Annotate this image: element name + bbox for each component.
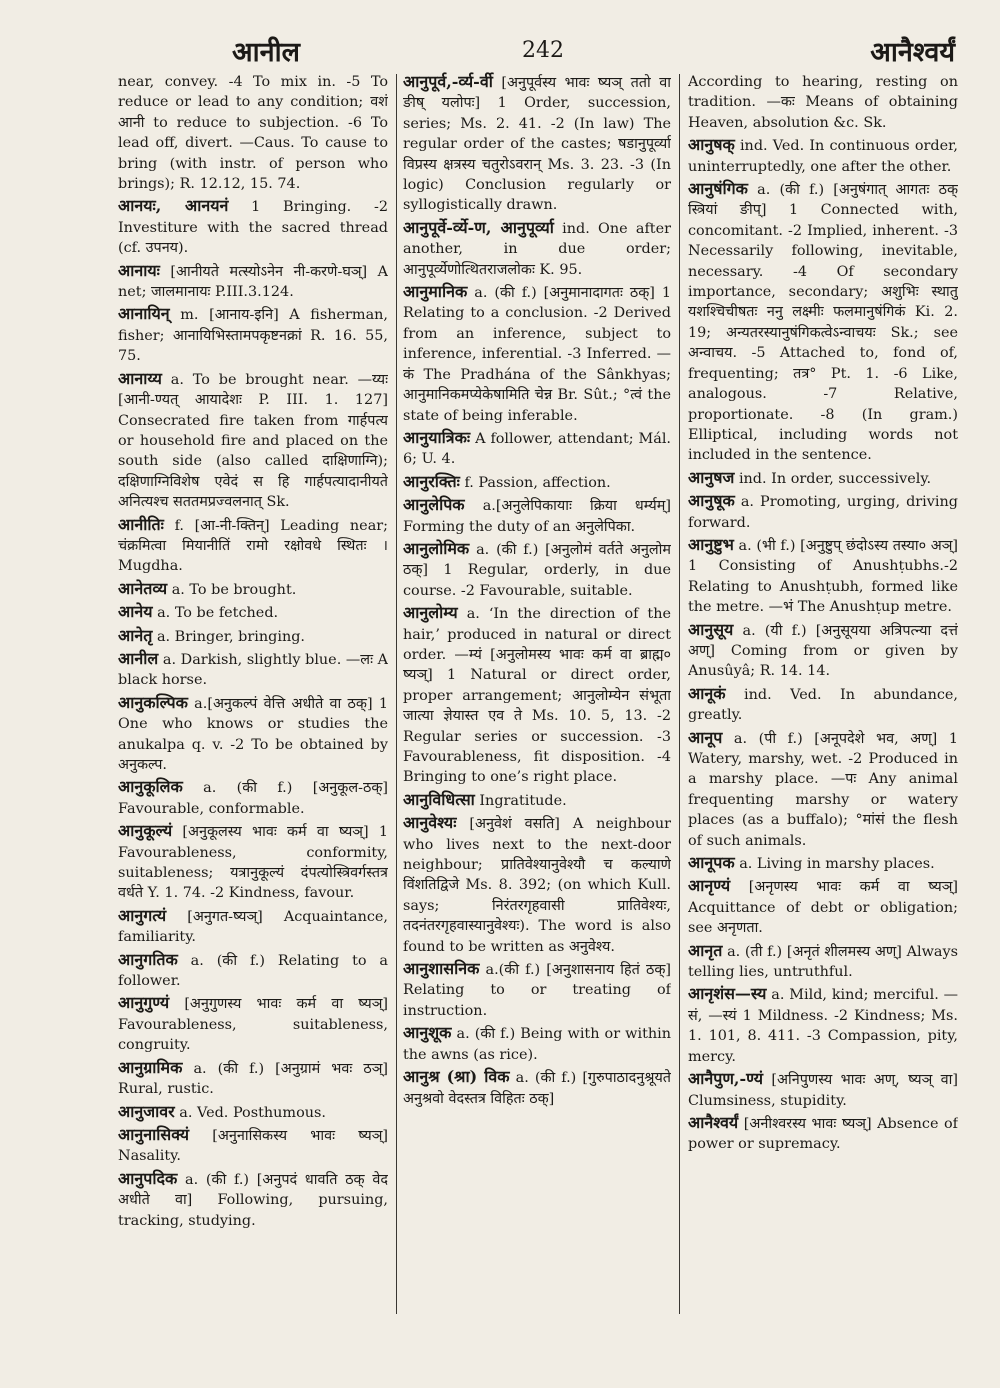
entry-headword: आनुपूर्व,-र्व्य-र्वी bbox=[403, 72, 493, 91]
dictionary-entry bbox=[403, 790, 671, 811]
entry-headword: आनूकं bbox=[688, 683, 726, 703]
dictionary-entry bbox=[403, 472, 671, 493]
entry-definition: a. Promoting, urging, driving forward. bbox=[688, 494, 958, 531]
dictionary-entry bbox=[688, 135, 958, 177]
dictionary-entry bbox=[118, 777, 388, 819]
dictionary-entry bbox=[688, 1113, 958, 1155]
dictionary-entry bbox=[118, 579, 388, 600]
entry-definition: a. (भी f.) [अनुष्टुप् छंदोऽस्य तस्या० अञ्] 1 Consisting of Anushṭubhs.-2 Relating to Anushṭubh, formed like the metre. —भं The Anushṭup metre. bbox=[688, 537, 958, 616]
entry-definition: a. ‘In the direction of the hair,’ produced in natural or direct order. —म्यं [अनुलोमस्य भावः कर्म वा ब्राह्म० ष्यञ्] 1 Natural or direct order, proper arrangement; आनुलोम्येन संभूता जात्या ज्ञेयास्त एव ते Ms. 10. 5, 13. -2 Regular series or succession. -3 Favourableness, fit disposition. -4 Bringing to one’s right place. bbox=[403, 606, 671, 786]
entry-definition: a. (की f.) Being with or within the awns (as rice). bbox=[403, 1026, 671, 1063]
entry-headword: आनुवेश्यः bbox=[403, 813, 457, 833]
entry-definition: ind. One after another, in due order; आनुपूर्व्येणोत्थितराजलोकः K. 95. bbox=[403, 220, 671, 278]
column-2 bbox=[403, 72, 671, 1312]
entry-headword: आनुग्रामिक bbox=[118, 1057, 183, 1077]
entry-headword: आनुजावर bbox=[118, 1101, 175, 1121]
entry-definition: a.(की f.) [अनुशासनाय हितं ठक्] Relating to or treating of instruction. bbox=[403, 962, 671, 1019]
dictionary-entry bbox=[118, 1169, 388, 1231]
entry-definition: f. Passion, affection. bbox=[464, 474, 611, 491]
dictionary-entry bbox=[118, 649, 388, 691]
dictionary-entry bbox=[403, 428, 671, 470]
dictionary-entry bbox=[118, 993, 388, 1055]
entry-headword: आनुषूक bbox=[688, 491, 735, 511]
column-1 bbox=[118, 72, 388, 1312]
entry-definition: a. (की f.) [अनुग्रामं भवः ठञ्] Rural, rustic. bbox=[118, 1060, 388, 1098]
page-number: 242 bbox=[522, 38, 564, 63]
dictionary-entry bbox=[688, 72, 958, 133]
dictionary-entry bbox=[403, 495, 671, 537]
dictionary-entry bbox=[118, 821, 388, 904]
entry-definition: m. [आनाय-इनि] A fisherman, fisher; आनायिभिस्तामपकृष्टनक्रां R. 16. 55, 75. bbox=[118, 307, 388, 365]
dictionary-entry bbox=[118, 906, 388, 948]
entry-definition: ind. Ved. In abundance, greatly. bbox=[688, 686, 958, 724]
entry-definition: A follower, attendant; Mál. 6; U. 4. bbox=[403, 430, 671, 468]
entry-definition: a. (पी f.) [अनूपदेशे भव, अण्] 1 Watery, marshy, wet. -2 Produced in a marshy place. —पः Any animal frequenting marshy or watery places (as a buffalo); °मांसं the flesh of such animals. bbox=[688, 730, 958, 849]
dictionary-entry bbox=[118, 72, 388, 194]
dictionary-entry bbox=[688, 1069, 958, 1111]
entry-definition: a. Ved. Posthumous. bbox=[179, 1104, 326, 1121]
entry-headword: आनायिन् bbox=[118, 304, 170, 324]
entry-headword: आनुषज bbox=[688, 467, 735, 487]
entry-headword: आनील bbox=[118, 648, 159, 668]
entry-definition: Ingratitude. bbox=[479, 792, 567, 809]
entry-headword: आनृशंस—स्य bbox=[688, 984, 767, 1004]
dictionary-entry bbox=[118, 950, 388, 992]
entry-definition: f. [आ-नी-क्तिन्] Leading near; चंक्रमित्वा मियानीतिं रामो रक्षोवधे स्थितः । Mugdha. bbox=[118, 517, 388, 575]
entry-headword: आनुपूर्वे-र्व्ये-ण, आनुपूर्व्या bbox=[403, 217, 554, 237]
entry-headword: आनूप bbox=[688, 727, 723, 747]
dictionary-entry bbox=[688, 876, 958, 938]
entry-headword: आनुकूल्यं bbox=[118, 821, 173, 841]
entry-definition: ind. Ved. In continuous order, uninterruptedly, one after the other. bbox=[688, 138, 958, 175]
entry-headword: आनुष्टुभ bbox=[688, 534, 734, 554]
dictionary-entry bbox=[403, 539, 671, 601]
dictionary-entry bbox=[118, 1102, 388, 1123]
entry-definition: ind. In order, successively. bbox=[738, 470, 932, 487]
dictionary-entry bbox=[688, 491, 958, 533]
column-divider bbox=[679, 74, 680, 1314]
entry-headword: आनुकल्पिक bbox=[118, 692, 188, 712]
page-header bbox=[120, 28, 955, 78]
dictionary-entry bbox=[118, 196, 388, 258]
column-divider bbox=[396, 74, 397, 1314]
dictionary-entry bbox=[688, 620, 958, 682]
entry-definition: a. (की f.) [अनुकूल-ठक्] Favourable, conformable. bbox=[118, 780, 388, 817]
entry-headword: आनुलेपिक bbox=[403, 495, 465, 515]
entry-headword: आनुकूलिक bbox=[118, 777, 183, 797]
entry-definition: a. (की f.) [अनुपदं धावति ठक् वेद अधीते वा] Following, pursuing, tracking, studying. bbox=[118, 1171, 388, 1229]
left-running-headword: आनील bbox=[232, 37, 300, 68]
entry-headword: आनैपुण,-ण्यं bbox=[688, 1069, 763, 1089]
entry-definition: [अनुगुणस्य भावः कर्म वा ष्यञ्] Favourableness, suitableness, congruity. bbox=[118, 996, 388, 1054]
entry-definition: [अनुपूर्वस्य भावः ष्यञ् ततो वा ङीष् यलोपः] 1 Order, succession, series; Ms. 2. 41. -2 (In law) The regular order of the castes; षडानुपूर्व्या विप्रस्य क्षत्रस्य चतुरोऽवरान् Ms. 3. 23. -3 (In logic) Conclusion regularly or syllogistically drawn. bbox=[403, 75, 671, 214]
entry-headword: आनुमानिक bbox=[403, 282, 468, 302]
dictionary-entry bbox=[403, 72, 671, 216]
dictionary-entry bbox=[118, 626, 388, 647]
entry-definition: [अनुकूलस्य भावः कर्म वा ष्यञ्] 1 Favourableness, conformity, suitableness; यत्रानुकूल्यं दंपत्योस्त्रिवर्गस्तत्र वर्धते Y. 1. 74. -2 Kindness, favour. bbox=[118, 824, 388, 902]
entry-definition: a. (की f.) [गुरुपाठादनुश्रूयते अनुश्रवो वेदस्तत्र विहितः ठक्] bbox=[403, 1070, 671, 1107]
entry-headword: आनुलोम्य bbox=[403, 603, 458, 623]
entry-headword: आनैश्वर्यं bbox=[688, 1112, 739, 1132]
right-running-headword: आनैश्वर्यं bbox=[870, 37, 955, 68]
entry-headword: आनुसूय bbox=[688, 619, 734, 639]
entry-definition: a. To be fetched. bbox=[157, 605, 279, 622]
dictionary-entry bbox=[403, 1067, 671, 1109]
entry-headword: आनुषंगिक bbox=[688, 179, 748, 199]
entry-definition: a. Darkish, slightly blue. —लः A black horse. bbox=[118, 651, 388, 689]
entry-headword: आनुशूक bbox=[403, 1023, 452, 1043]
dictionary-entry bbox=[688, 941, 958, 983]
dictionary-entry bbox=[118, 1058, 388, 1100]
entry-definition: a. (यी f.) [अनुसूयया अत्रिपत्न्या दत्तं अण्] Coming from or given by Anusûyâ; R. 14. 14. bbox=[688, 622, 958, 680]
entry-definition: [अनृणस्य भावः कर्म वा ष्यञ्] Acquittance of debt or obligation; see अनृणता. bbox=[688, 879, 958, 937]
column-3 bbox=[688, 72, 958, 1312]
entry-headword: आनूपक bbox=[688, 853, 735, 873]
dictionary-entry bbox=[403, 1023, 671, 1065]
entry-headword: आनुश्र (श्रा) विक bbox=[403, 1067, 510, 1087]
entry-definition: near, convey. -4 To mix in. -5 To reduce or lead to any condition; वशं आनी to reduce to subjection. -6 To lead off, divert. —Caus. To cause to bring (with instr. of person who brings); R. 12.12, 15. 74. bbox=[118, 74, 388, 193]
entry-definition: According to hearing, resting on tradition. —कः Means of obtaining Heaven, absolution &c. Sk. bbox=[688, 74, 958, 131]
entry-definition: [अनुगत-ष्यञ्] Acquaintance, familiarity. bbox=[118, 908, 388, 946]
entry-definition: a. (की f.) Relating to a follower. bbox=[118, 952, 388, 990]
entry-headword: आनेतव्य bbox=[118, 578, 168, 598]
dictionary-entry bbox=[688, 728, 958, 851]
entry-headword: आनुरक्तिः bbox=[403, 471, 460, 491]
entry-headword: आनुषक् bbox=[688, 135, 735, 155]
entry-definition: 1 Bringing. -2 Investiture with the sacred thread (cf. उपनय). bbox=[118, 199, 388, 257]
dictionary-entry bbox=[118, 304, 388, 366]
entry-headword: आनुगत्यं bbox=[118, 905, 167, 925]
entry-headword: आनायः bbox=[118, 260, 160, 280]
entry-headword: आनुयात्रिकः bbox=[403, 427, 471, 447]
dictionary-entry bbox=[688, 684, 958, 726]
entry-headword: आनेय bbox=[118, 602, 153, 622]
entry-headword: आनुलोमिक bbox=[403, 538, 470, 558]
entry-definition: a. Mild, kind; merciful. —सं, —स्यं 1 Mildness. -2 Kindness; Ms. 1. 101, 8. 411. -3 Compassion, pity, mercy. bbox=[688, 987, 958, 1065]
entry-definition: a. To be brought near. —य्यः [आनी-ण्यत् आयादेशः P. III. 1. 127] Consecrated fire taken from गार्हपत्य or household fire and placed on the south side (also called दाक्षिणाग्नि); दक्षिणाग्निविशेष एवेदं स हि गार्हपत्यादानीयते अनित्यश्च सततमप्रज्वलनात् Sk. bbox=[118, 371, 388, 511]
entry-definition: a. (की f.) [अनुलोमं वर्तते अनुलोम ठक्] 1 Regular, orderly, in due course. -2 Favourable, suitable. bbox=[403, 541, 671, 599]
text-columns bbox=[118, 72, 958, 1312]
entry-definition: a. (ती f.) [अनृतं शीलमस्य अण्] Always telling lies, untruthful. bbox=[688, 943, 958, 981]
entry-definition: a. To be brought. bbox=[171, 581, 297, 598]
entry-definition: a. (की f.) [अनुमानादागतः ठक्] 1 Relating to a conclusion. -2 Derived from an inference, subject to inference, inferential. -3 Inferred. —कं The Pradhána of the Sânkhyas; आनुमानिकमप्येकेषामिति चेन्न Br. Sût.; °त्वं the state of being inferable. bbox=[403, 285, 671, 424]
dictionary-entry bbox=[118, 693, 388, 776]
dictionary-entry bbox=[688, 468, 958, 489]
entry-headword: आनुगुण्यं bbox=[118, 993, 170, 1013]
entry-headword: आनाय्य bbox=[118, 368, 162, 388]
entry-definition: a. Bringer, bringing. bbox=[156, 628, 305, 645]
entry-headword: आनुविधित्सा bbox=[403, 789, 475, 809]
dictionary-entry bbox=[403, 603, 671, 788]
entry-headword: आनयः, आनयनं bbox=[118, 196, 229, 216]
entry-definition: a. Living in marshy places. bbox=[739, 856, 935, 873]
dictionary-entry bbox=[118, 261, 388, 303]
entry-headword: आनेतृ bbox=[118, 625, 153, 645]
entry-definition: a.[अनुलेपिकायाः क्रिया धर्म्यम्] Forming the duty of an अनुलेपिका. bbox=[403, 498, 671, 535]
entry-headword: आनीतिः bbox=[118, 514, 164, 534]
dictionary-entry bbox=[688, 179, 958, 466]
dictionary-entry bbox=[403, 813, 671, 957]
dictionary-entry bbox=[118, 602, 388, 623]
entry-headword: आनुशासनिक bbox=[403, 959, 480, 979]
entry-definition: a. (की f.) [अनुषंगात् आगतः ठक् स्त्रियां ङीप्] 1 Connected with, concomitant. -2 Implied, inherent. -3 Necessarily following, inevitable, necessary. -4 Of secondary importance, secondary; अशुभिः स्थातु यशश्चिचीषतः ननु लक्ष्मीः फलमानुषंगिकं Ki. 2. 19; अन्यतरस्यानुषंगिकत्वेऽन्वाचयः Sk.; see अन्वाचय. -5 Attached to, fond of, frequenting; तत्र° Pt. 1. -6 Like, analogous. -7 Relative, proportionate. -8 (In gram.) Elliptical, including words not included in the sentence. bbox=[688, 182, 958, 464]
entry-definition: [अनिपुणस्य भावः अण्, ष्यञ् वा] Clumsiness, stupidity. bbox=[688, 1072, 958, 1109]
dictionary-entry bbox=[688, 853, 958, 874]
dictionary-entry bbox=[688, 984, 958, 1067]
entry-headword: आनुनासिक्यं bbox=[118, 1124, 190, 1144]
dictionary-entry bbox=[688, 535, 958, 618]
entry-definition: [आनीयते मत्स्योऽनेन नी-करणे-घञ्] A net; जालमानायः P.III.3.124. bbox=[118, 263, 388, 301]
dictionary-entry bbox=[118, 369, 388, 513]
entry-headword: आनृत bbox=[688, 940, 723, 960]
entry-headword: आनृण्यं bbox=[688, 876, 731, 896]
dictionary-entry bbox=[403, 959, 671, 1021]
dictionary-entry bbox=[403, 218, 671, 280]
dictionary-entry bbox=[403, 282, 671, 426]
entry-headword: आनुगतिक bbox=[118, 949, 178, 969]
entry-definition: [अनीश्वरस्य भावः ष्यञ्] Absence of power or supremacy. bbox=[688, 1115, 958, 1153]
dictionary-entry bbox=[118, 1125, 388, 1167]
entry-definition: [अनुवेशं वसति] A neighbour who lives next to the next-door neighbour; प्रातिवेश्यानुवेश्यौ च कल्याणे विंशतिद्विजे Ms. 8. 392; (on which Kull. says; निरंतरगृहवासी प्रातिवेश्यः, तदनंतरगृहवास्यानुवेश्यः). The word is also found to be written as अनुवेश्य. bbox=[403, 816, 671, 955]
entry-headword: आनुपदिक bbox=[118, 1168, 178, 1188]
dictionary-entry bbox=[118, 515, 388, 577]
entry-definition: [अनुनासिकस्य भावः ष्यञ्] Nasality. bbox=[118, 1127, 388, 1165]
entry-definition: a.[अनुकल्पं वेत्ति अधीते वा ठक्] 1 One who knows or studies the anukalpa q. v. -2 To be obtained by अनुकल्प. bbox=[118, 695, 388, 773]
